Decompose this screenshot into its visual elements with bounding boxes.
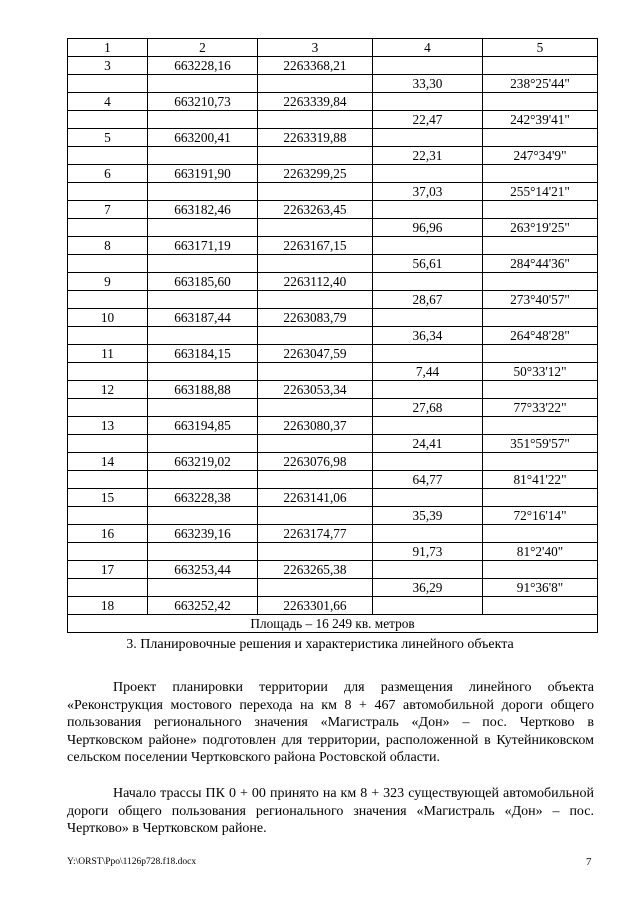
table-cell: 663187,44 (148, 309, 258, 327)
table-cell: 22,47 (373, 111, 483, 129)
table-cell: 11 (68, 345, 148, 363)
table-cell: 284°44'36" (483, 255, 598, 273)
table-cell: 663239,16 (148, 525, 258, 543)
paragraph-2: Начало трассы ПК 0 + 00 принято на км 8 + 323 существующей автомобильной дороги общего пользования регионального значения «Магистраль «Дон» – пос. Чертково» в Чертковском районе. (67, 786, 594, 836)
footer-file-path: Y:\ORST\Ppo\1126p728.f18.docx (67, 857, 197, 867)
table-cell: 263°19'25" (483, 219, 598, 237)
table-cell (483, 57, 598, 75)
table-cell (258, 75, 373, 93)
table-row (68, 435, 598, 453)
table-cell: 663210,73 (148, 93, 258, 111)
header-cell: 5 (483, 39, 598, 57)
table-cell: 81°41'22" (483, 471, 598, 489)
table-row (68, 507, 598, 525)
table-cell (483, 201, 598, 219)
table-row (68, 471, 598, 489)
table-row (68, 309, 598, 327)
table-cell (483, 489, 598, 507)
header-cell: 1 (68, 39, 148, 57)
table-row (68, 561, 598, 579)
table-cell (68, 75, 148, 93)
table-header-row (68, 39, 598, 57)
table-cell (483, 237, 598, 255)
table-row (68, 597, 598, 615)
table-cell: 6 (68, 165, 148, 183)
table-cell (68, 435, 148, 453)
table-cell (483, 453, 598, 471)
table-cell: 50°33'12" (483, 363, 598, 381)
table-cell (68, 183, 148, 201)
table-cell (148, 111, 258, 129)
table-cell (148, 363, 258, 381)
table-cell: 2263112,40 (258, 273, 373, 291)
table-cell (483, 165, 598, 183)
table-cell: 264°48'28" (483, 327, 598, 345)
table-cell: 2263083,79 (258, 309, 373, 327)
table-cell: 4 (68, 93, 148, 111)
table-cell (68, 543, 148, 561)
table-cell: 33,30 (373, 75, 483, 93)
table-row (68, 363, 598, 381)
table-cell: 2263299,25 (258, 165, 373, 183)
table-row (68, 327, 598, 345)
table-cell: 2263080,37 (258, 417, 373, 435)
table-cell (483, 129, 598, 147)
table-cell: 36,29 (373, 579, 483, 597)
table-cell: 2263319,88 (258, 129, 373, 147)
table-cell: 10 (68, 309, 148, 327)
table-cell (148, 147, 258, 165)
table-cell: 2263301,66 (258, 597, 373, 615)
table-cell (483, 417, 598, 435)
table-cell: 351°59'57" (483, 435, 598, 453)
table-cell: 16 (68, 525, 148, 543)
table-cell: 9 (68, 273, 148, 291)
table-cell: 663188,88 (148, 381, 258, 399)
table-cell (483, 309, 598, 327)
table-cell: 663228,16 (148, 57, 258, 75)
table-row (68, 255, 598, 273)
table-row (68, 345, 598, 363)
table-cell (258, 435, 373, 453)
table-cell: 17 (68, 561, 148, 579)
table-row (68, 201, 598, 219)
table-cell (68, 291, 148, 309)
table-cell: 242°39'41" (483, 111, 598, 129)
table-cell: 663252,42 (148, 597, 258, 615)
table-cell (373, 345, 483, 363)
table-cell (258, 471, 373, 489)
table-cell (148, 255, 258, 273)
table-cell: 91,73 (373, 543, 483, 561)
table-row (68, 93, 598, 111)
table-cell: 2263265,38 (258, 561, 373, 579)
table-cell (258, 111, 373, 129)
table-cell (68, 579, 148, 597)
table-cell (373, 93, 483, 111)
header-cell: 4 (373, 39, 483, 57)
table-cell (258, 327, 373, 345)
table-cell: 7 (68, 201, 148, 219)
table-cell: 7,44 (373, 363, 483, 381)
table-cell: 663228,38 (148, 489, 258, 507)
table-cell (373, 453, 483, 471)
table-cell (68, 363, 148, 381)
table-cell: 72°16'14" (483, 507, 598, 525)
table-cell (148, 399, 258, 417)
table-cell (258, 183, 373, 201)
table-cell: 12 (68, 381, 148, 399)
table-row (68, 543, 598, 561)
table-cell (258, 147, 373, 165)
table-cell (68, 507, 148, 525)
footer-page-number: 7 (586, 856, 592, 868)
table-cell: 91°36'8" (483, 579, 598, 597)
table-cell: 2263076,98 (258, 453, 373, 471)
table-cell (148, 471, 258, 489)
table-cell: 36,34 (373, 327, 483, 345)
table-cell (258, 363, 373, 381)
paragraph-1: Проект планировки территории для размещения линейного объекта «Реконструкция мостового перехода на км 8 + 467 автомобильной дороги общего пользования регионального значения «Магистраль «Дон» – пос. Чертково в Чертковском районе» подготовлен для территории, расположенной в Кутейниковском сельском поселении Чертковского района Ростовской области. (67, 680, 594, 765)
table-cell: 255°14'21" (483, 183, 598, 201)
table-cell (483, 561, 598, 579)
table-row (68, 183, 598, 201)
table-cell: 77°33'22" (483, 399, 598, 417)
table-row (68, 273, 598, 291)
table-cell: 15 (68, 489, 148, 507)
table-cell (148, 579, 258, 597)
table-row (68, 525, 598, 543)
table-cell (258, 399, 373, 417)
table-cell (148, 219, 258, 237)
header-cell: 2 (148, 39, 258, 57)
table-row (68, 57, 598, 75)
coordinates-table (67, 38, 598, 633)
table-cell: 238°25'44" (483, 75, 598, 93)
table-cell: 14 (68, 453, 148, 471)
table-cell (258, 543, 373, 561)
table-cell (373, 309, 483, 327)
table-cell (373, 489, 483, 507)
table-cell (68, 255, 148, 273)
table-cell (148, 291, 258, 309)
table-cell (148, 435, 258, 453)
table-cell: 27,68 (373, 399, 483, 417)
table-cell (483, 381, 598, 399)
header-cell: 3 (258, 39, 373, 57)
table-row (68, 381, 598, 399)
coordinates-table-body (68, 39, 598, 633)
table-cell: 663184,15 (148, 345, 258, 363)
table-cell: 663219,02 (148, 453, 258, 471)
table-cell: 2263047,59 (258, 345, 373, 363)
table-cell: 35,39 (373, 507, 483, 525)
table-cell: 663185,60 (148, 273, 258, 291)
table-row (68, 111, 598, 129)
table-cell (483, 525, 598, 543)
table-cell (373, 129, 483, 147)
table-cell (68, 327, 148, 345)
table-cell (373, 57, 483, 75)
table-cell: 37,03 (373, 183, 483, 201)
table-cell (483, 597, 598, 615)
table-row (68, 417, 598, 435)
table-cell (373, 417, 483, 435)
table-row (68, 237, 598, 255)
table-cell (68, 111, 148, 129)
table-cell (258, 291, 373, 309)
section-heading: 3. Планировочные решения и характеристика линейного объекта (126, 637, 514, 652)
table-cell: 5 (68, 129, 148, 147)
table-cell: 663200,41 (148, 129, 258, 147)
table-row (68, 579, 598, 597)
table-cell: 663191,90 (148, 165, 258, 183)
table-cell: 2263167,15 (258, 237, 373, 255)
table-cell: 2263141,06 (258, 489, 373, 507)
table-cell (258, 507, 373, 525)
table-row (68, 489, 598, 507)
table-cell (258, 579, 373, 597)
table-cell: 3 (68, 57, 148, 75)
table-cell: 81°2'40" (483, 543, 598, 561)
table-cell (258, 219, 373, 237)
table-cell (148, 327, 258, 345)
table-cell (258, 255, 373, 273)
table-cell: 663182,46 (148, 201, 258, 219)
table-cell (148, 75, 258, 93)
table-cell (148, 543, 258, 561)
area-cell: Площадь – 16 249 кв. метров (68, 615, 598, 633)
table-cell (483, 345, 598, 363)
table-cell: 663194,85 (148, 417, 258, 435)
table-cell (68, 219, 148, 237)
table-cell (483, 93, 598, 111)
table-cell (373, 525, 483, 543)
table-cell: 22,31 (373, 147, 483, 165)
table-row (68, 291, 598, 309)
table-cell (68, 399, 148, 417)
table-cell: 24,41 (373, 435, 483, 453)
table-cell: 96,96 (373, 219, 483, 237)
table-cell (373, 597, 483, 615)
table-cell (148, 183, 258, 201)
table-cell: 663171,19 (148, 237, 258, 255)
table-cell: 2263339,84 (258, 93, 373, 111)
table-cell (68, 147, 148, 165)
table-area-row (68, 615, 598, 633)
table-row (68, 453, 598, 471)
table-cell (68, 471, 148, 489)
table-cell (373, 561, 483, 579)
table-row (68, 129, 598, 147)
table-cell: 18 (68, 597, 148, 615)
table-cell: 2263263,45 (258, 201, 373, 219)
table-row (68, 219, 598, 237)
table-cell: 28,67 (373, 291, 483, 309)
table-cell (483, 273, 598, 291)
table-cell (373, 201, 483, 219)
table-row (68, 75, 598, 93)
table-cell: 247°34'9" (483, 147, 598, 165)
table-cell (373, 165, 483, 183)
table-cell: 273°40'57" (483, 291, 598, 309)
table-cell: 56,61 (373, 255, 483, 273)
table-cell: 2263053,34 (258, 381, 373, 399)
table-cell (373, 273, 483, 291)
table-row (68, 399, 598, 417)
table-cell: 13 (68, 417, 148, 435)
table-cell: 2263368,21 (258, 57, 373, 75)
table-cell (148, 507, 258, 525)
table-cell: 8 (68, 237, 148, 255)
table-cell (373, 381, 483, 399)
table-cell: 64,77 (373, 471, 483, 489)
table-row (68, 147, 598, 165)
table-cell: 2263174,77 (258, 525, 373, 543)
table-row (68, 165, 598, 183)
table-cell (373, 237, 483, 255)
table-cell: 663253,44 (148, 561, 258, 579)
